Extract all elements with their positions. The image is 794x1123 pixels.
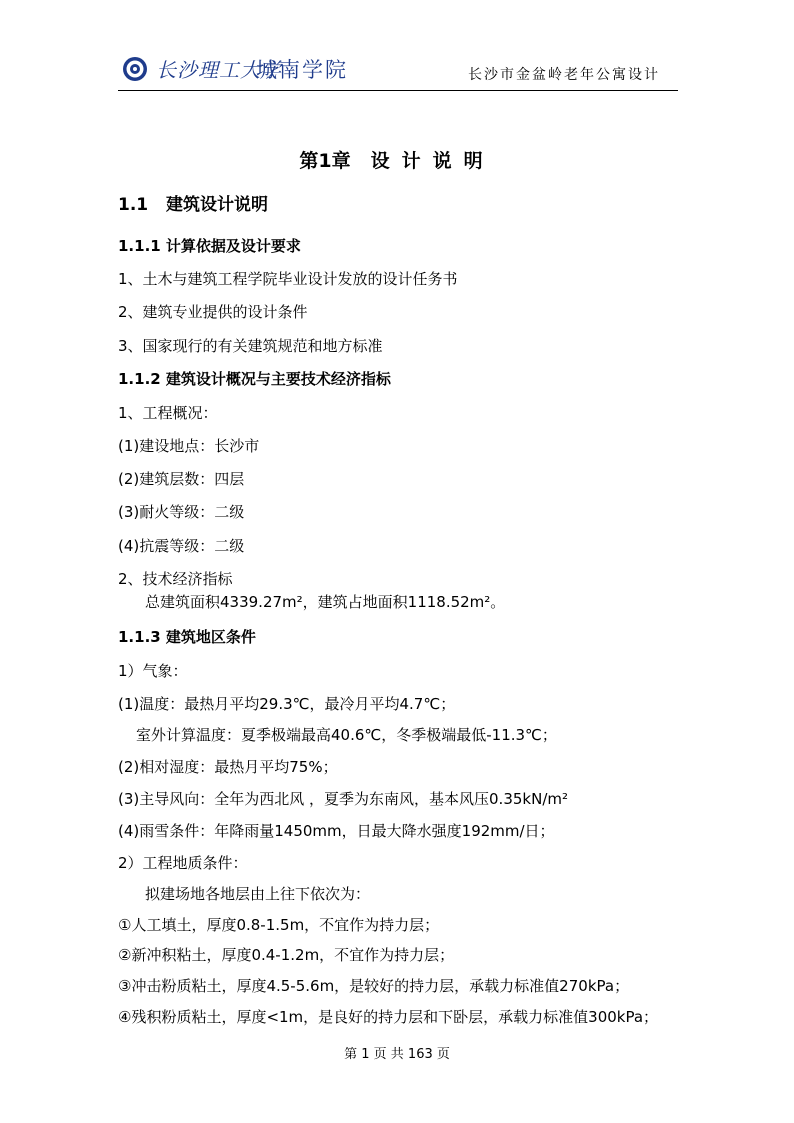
climate-humidity: (2)相对湿度：最热月平均75%；: [118, 758, 338, 776]
section-heading: [118, 190, 268, 215]
overview-item: (1)建设地点：长沙市: [118, 437, 260, 455]
tech-indicators: 总建筑面积4339.27m²，建筑占地面积1118.52m²。: [145, 593, 506, 611]
document-title: 长沙市金盆岭老年公寓设计: [468, 67, 660, 83]
tech-title: 2、技术经济指标: [118, 570, 233, 588]
soil-layer: ②新冲积粘土，厚度0.4-1.2m，不宜作为持力层；: [118, 946, 455, 964]
overview-item: (4)抗震等级：二级: [118, 537, 245, 555]
overview-item: (3)耐火等级：二级: [118, 503, 245, 521]
page-footer: 第 1 页 共 163 页: [344, 1047, 450, 1062]
climate-rain: (4)雨雪条件：年降雨量1450mm，日最大降水强度192mm/日；: [118, 822, 555, 840]
chapter-title: 设计说明: [370, 150, 495, 172]
section-number: 1.1: [118, 195, 149, 215]
climate-temperature: (1)温度：最热月平均29.3℃，最冷月平均4.7℃；: [118, 695, 456, 713]
subsection-heading: 1.1.2 建筑设计概况与主要技术经济指标: [118, 370, 391, 388]
university-name-logo: 长沙理工大学: [156, 58, 282, 82]
basis-item: 3、国家现行的有关建筑规范和地方标准: [118, 337, 383, 355]
college-name-logo: 城南学院: [256, 58, 348, 82]
geology-intro: 拟建场地各地层由上往下依次为：: [145, 885, 371, 903]
soil-layer: ④残积粉质粘土，厚度<1m，是良好的持力层和下卧层，承载力标准值300kPa；: [118, 1008, 659, 1026]
climate-wind: (3)主导风向：全年为西北风 ，夏季为东南风，基本风压0.35kN/m²: [118, 790, 569, 808]
subsection-heading: 1.1.3 建筑地区条件: [118, 628, 256, 646]
university-emblem-icon: [122, 56, 148, 82]
soil-layer: ③冲击粉质粘土，厚度4.5-5.6m，是较好的持力层，承载力标准值270kPa；: [118, 977, 630, 995]
climate-outdoor-temperature: 室外计算温度：夏季极端最高40.6℃，冬季极端最低-11.3℃；: [136, 726, 557, 744]
chapter-label: 第1章: [299, 150, 351, 172]
soil-layer: ①人工填土，厚度0.8-1.5m，不宜作为持力层；: [118, 916, 440, 934]
overview-title: 1、工程概况：: [118, 404, 218, 422]
subsection-heading: 1.1.1 计算依据及设计要求: [118, 237, 301, 255]
climate-title: 1）气象：: [118, 662, 188, 680]
basis-item: 1、土木与建筑工程学院毕业设计发放的设计任务书: [118, 270, 458, 288]
basis-item: 2、建筑专业提供的设计条件: [118, 303, 308, 321]
section-title: 建筑设计说明: [166, 195, 268, 215]
geology-title: 2）工程地质条件：: [118, 854, 248, 872]
chapter-heading: [0, 146, 794, 173]
overview-item: (2)建筑层数：四层: [118, 470, 245, 488]
page-header: [118, 52, 678, 91]
